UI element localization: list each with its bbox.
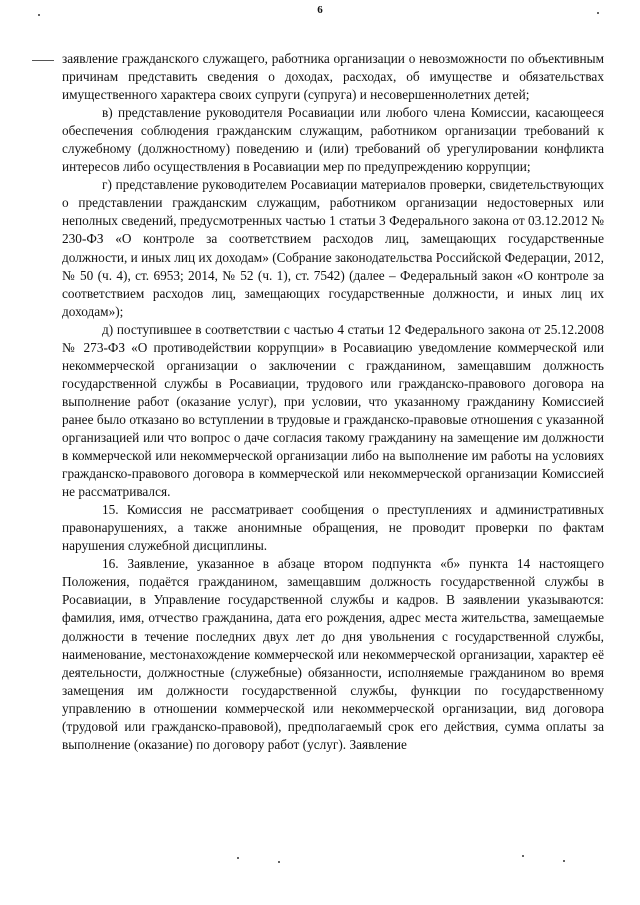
scan-speck [278, 861, 280, 863]
paragraph-item-d: д) поступившее в соответствии с частью 4 статьи 12 Федерального закона от 25.12.2008 № 273-ФЗ «О противодействии коррупции» в Росавиацию уведомление коммерческой или некоммерческой организации о заключении с гражданином, замещавшим должность государственной службы в Росавиации, трудового или гражданско-правового договора на выполнение работ (оказание услуг), при условии, что указанному гражданину Комиссией ранее было отказано во вступлении в трудовые и гражданско-правовые отношения с указанной организацией или что вопрос о даче согласия такому гражданину на замещение им должности в коммерческой или некоммерческой организации либо на выполнение им работы на условиях гражданско-правового договора в коммерческой или некоммерческой организации Комиссией не рассматривался. [62, 321, 604, 500]
scan-mark [32, 60, 54, 61]
paragraph-item-v: в) представление руководителя Росавиации или любого члена Комиссии, касающееся обеспечения соблюдения гражданским служащим, работником организации требований к служебному (должностному) поведению и (или) требований об урегулировании конфликта интересов либо осуществления в Росавиации мер по предупреждению коррупции; [62, 105, 604, 175]
document-body [62, 50, 604, 754]
scan-speck [522, 855, 524, 857]
paragraph-16: 16. Заявление, указанное в абзаце втором подпункта «б» пункта 14 настоящего Положения, подаётся гражданином, замещавшим должность государственной службы в Росавиации, в Управление государственной службы и кадров. В заявлении указываются: фамилия, имя, отчество гражданина, дата его рождения, адрес места жительства, замещаемые должности в течение последних двух лет до дня увольнения с государственной службы, наименование, местонахождение коммерческой или некоммерческой организации, характер её деятельности, должностные (служебные) обязанности, исполняемые гражданином во время замещения им должности государственной службы, функции по государственному управлению в отношении коммерческой или некоммерческой организации, вид договора (трудовой или гражданско-правовой), предполагаемый срок его действия, сумма оплаты за выполнение (оказание) по договору работ (услуг). Заявление [62, 556, 604, 752]
page-number: 6 [317, 4, 323, 16]
paragraph-15: 15. Комиссия не рассматривает сообщения о преступлениях и административных правонарушениях, а также анонимные обращения, не проводит проверки по фактам нарушения служебной дисциплины. [62, 502, 604, 554]
scan-speck [38, 14, 40, 16]
scan-speck [237, 857, 239, 859]
scan-speck [597, 12, 599, 14]
scan-speck [563, 860, 565, 862]
paragraph-item-g: г) представление руководителем Росавиации материалов проверки, свидетельствующих о представлении гражданским служащим, работником организации недостоверных или неполных сведений, предусмотренных частью 1 статьи 3 Федерального закона от 03.12.2012 № 230-ФЗ «О контроле за соответствием расходов лиц, замещающих государственные должности, и иных лиц их доходам» (Собрание законодательства Российской Федерации, 2012, № 50 (ч. 4), ст. 6953; 2014, № 52 (ч. 1), ст. 7542) (далее – Федеральный закон «О контроле за соответствием расходов лиц, замещающих государственные должности, и иных лиц их доходам»); [62, 177, 604, 319]
paragraph-continuation: заявление гражданского служащего, работника организации о невозможности по объективным причинам представить сведения о доходах, расходах, об имуществе и обязательствах имущественного характера своих супруги (супруга) и несовершеннолетних детей; [62, 51, 604, 103]
